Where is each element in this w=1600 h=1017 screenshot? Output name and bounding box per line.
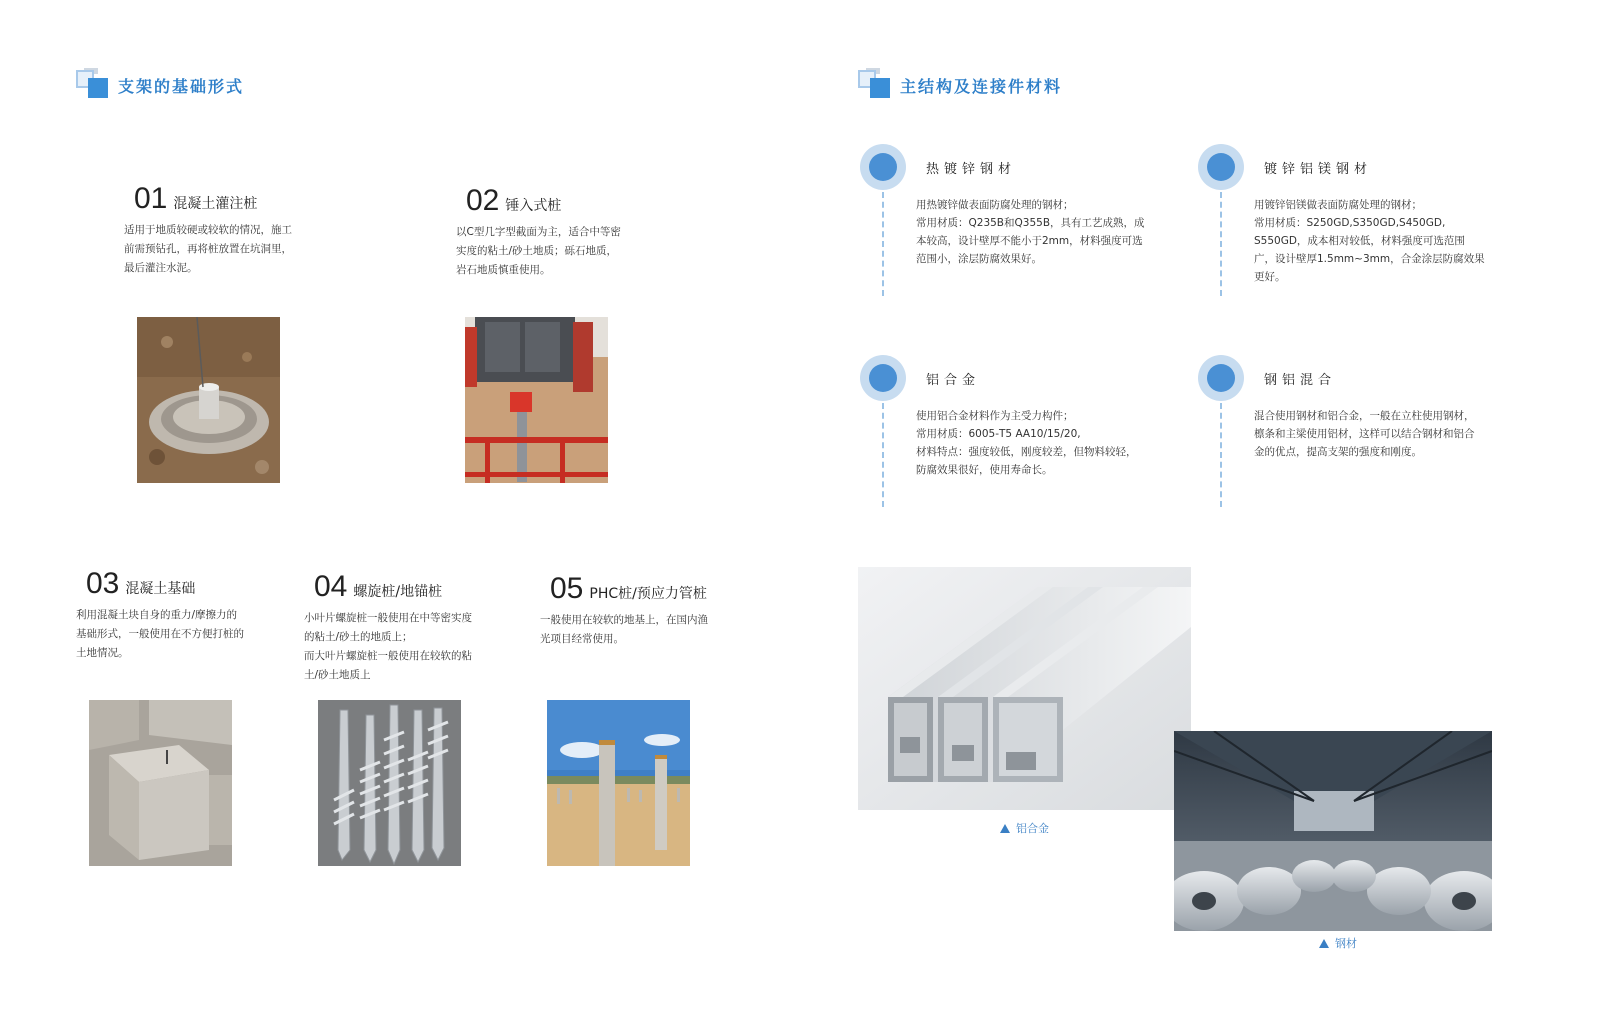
dashed-divider (882, 403, 884, 507)
pile-number: 01 (134, 182, 168, 215)
pile-item (86, 567, 195, 601)
material-title: 热镀锌钢材 (926, 162, 1017, 177)
pile-number: 03 (86, 567, 120, 600)
pile-number: 02 (466, 184, 500, 217)
bullet-circle-icon (1198, 355, 1244, 401)
bullet-circle-icon (860, 355, 906, 401)
pile-title: 混凝土基础 (125, 581, 196, 597)
triangle-up-icon (1000, 824, 1010, 833)
section-header-foundation (76, 70, 244, 100)
material-description: 用热镀锌做表面防腐处理的钢材； 常用材质：Q235B和Q355B，具有工艺成熟，成 本较高，设计壁厚不能小于2mm，材料强度可选 范围小，涂层防腐效果好。 (916, 199, 1145, 265)
pile-description: 以C型几字型截面为主，适合中等密 实度的粘土/砂土地质；砾石地质， 岩石地质慎重使用。 (456, 226, 621, 276)
bullet-circle-icon (1198, 144, 1244, 190)
section-header-icon (858, 70, 892, 100)
aluminum-caption: 铝合金 (1000, 820, 1049, 836)
pile-title: 螺旋桩/地锚桩 (353, 584, 443, 600)
pile-description: 适用于地质较硬或较软的情况，施工 前需预钻孔，再将桩放置在坑洞里， 最后灌注水泥。 (124, 224, 292, 274)
steel-caption: 钢材 (1319, 935, 1357, 951)
pile-item (466, 184, 561, 218)
material-title: 铝合金 (926, 373, 981, 388)
pile-description: 一般使用在较软的地基上，在国内渔 光项目经常使用。 (540, 614, 708, 645)
triangle-up-icon (1319, 939, 1329, 948)
material-title: 镀锌铝镁钢材 (1264, 162, 1373, 177)
dashed-divider (1220, 403, 1222, 507)
pile-item (314, 570, 442, 604)
dashed-divider (1220, 192, 1222, 296)
pile-number: 04 (314, 570, 348, 603)
aluminum-profile-photo (858, 567, 1191, 810)
pile-description: 小叶片螺旋桩一般使用在中等密实度 的粘土/砂土的地质上； 而大叶片螺旋桩一般使用在较软的粘 土/砂土地质上 (304, 612, 472, 681)
phc-pile-photo (547, 700, 690, 866)
concrete-cast-pile-photo (137, 317, 280, 483)
concrete-block-photo (89, 700, 232, 866)
driven-pile-photo (465, 317, 608, 483)
pile-title: 锤入式桩 (505, 198, 562, 214)
material-description: 混合使用钢材和铝合金，一般在立柱使用钢材， 檩条和主梁使用铝材，这样可以结合钢材和铝合 金的优点，提高支架的强度和刚度。 (1254, 410, 1475, 458)
dashed-divider (882, 192, 884, 296)
section-header-materials (858, 70, 1062, 100)
pile-title: 混凝土灌注桩 (173, 196, 258, 212)
pile-description: 利用混凝土块自身的重力/摩擦力的 基础形式，一般使用在不方便打桩的 土地情况。 (76, 609, 244, 659)
section-title: 支架的基础形式 (118, 76, 245, 96)
material-description: 用镀锌铝镁做表面防腐处理的钢材； 常用材质：S250GD,S350GD,S450GD, S550GD，成本相对较低，材料强度可选范围 广，设计壁厚1.5mm~3mm，合金涂层防腐效果 更好。 (1254, 199, 1485, 283)
pile-title: PHC桩/预应力管桩 (589, 586, 707, 602)
material-description: 使用铝合金材料作为主受力构件； 常用材质：6005-T5 AA10/15/20, 材料特点：强度较低，刚度较差，但物料较轻， 防腐效果很好，使用寿命长。 (916, 410, 1137, 476)
screw-pile-photo (318, 700, 461, 866)
pile-number: 05 (550, 572, 584, 605)
bullet-circle-icon (860, 144, 906, 190)
material-title: 钢铝混合 (1264, 373, 1337, 388)
steel-warehouse-photo (1174, 731, 1492, 931)
pile-item (550, 572, 707, 606)
section-title: 主结构及连接件材料 (900, 76, 1063, 96)
pile-item (134, 182, 257, 216)
section-header-icon (76, 70, 110, 100)
